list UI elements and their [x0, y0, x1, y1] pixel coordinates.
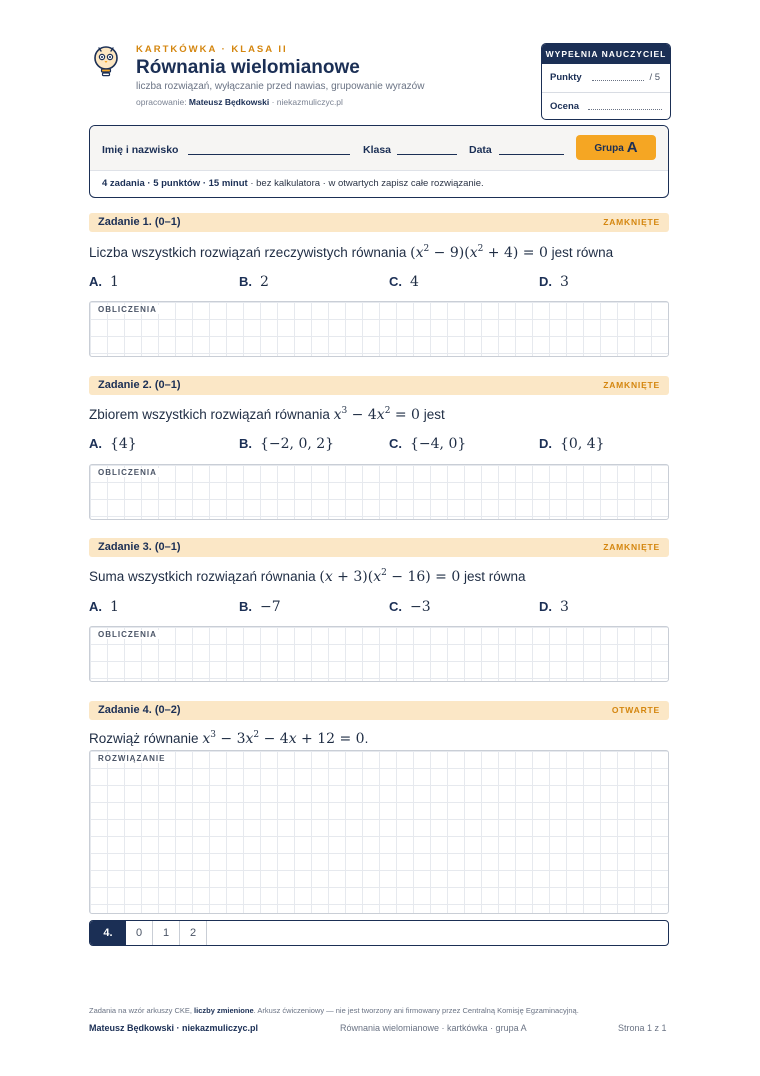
date-field[interactable] [499, 154, 564, 155]
option-value: {0, 4} [560, 436, 605, 452]
author-site: · niekazmuliczyc.pl [269, 97, 343, 107]
class-field[interactable] [397, 154, 457, 155]
teacher-box [541, 43, 671, 120]
option-value: {−4, 0} [410, 436, 467, 452]
task-2-header [89, 376, 669, 395]
option-letter: C. [389, 274, 402, 289]
task-2-option-b[interactable] [239, 436, 334, 452]
task-3-answers [89, 599, 689, 619]
score-option-2[interactable]: 2 [180, 921, 207, 945]
task-3-work-area[interactable] [89, 626, 669, 682]
option-letter: B. [239, 436, 252, 451]
test-info-summary: 4 zadania · 5 punktów · 15 minut [102, 178, 248, 189]
score-option-1[interactable]: 1 [153, 921, 180, 945]
footer-document-title: Równania wielomianowe · kartkówka · grupa A [340, 1023, 527, 1033]
task-3-title: Zadanie 3. (0–1) [98, 541, 181, 553]
option-letter: C. [389, 436, 402, 451]
student-info-box [89, 125, 669, 198]
points-field[interactable] [592, 80, 644, 81]
task-1-question [89, 244, 613, 261]
task-4-score-strip [89, 920, 669, 946]
option-letter: D. [539, 436, 552, 451]
name-label: Imię i nazwisko [102, 144, 179, 156]
author-line [136, 97, 343, 107]
task-1-answers [89, 274, 689, 294]
option-letter: B. [239, 274, 252, 289]
option-letter: B. [239, 599, 252, 614]
option-value: 2 [260, 274, 269, 290]
task-1-option-d[interactable] [539, 274, 569, 290]
work-area-label: ROZWIĄZANIE [98, 754, 166, 763]
disclaimer-bold: liczby zmienione [194, 1006, 254, 1015]
grade-field[interactable] [588, 109, 662, 110]
score-option-0[interactable]: 0 [126, 921, 153, 945]
task-4-text-end: . [364, 731, 369, 746]
student-fields [90, 126, 668, 171]
class-label: Klasa [363, 144, 392, 156]
task-2-option-d[interactable] [539, 436, 605, 452]
disclaimer-text-end: . Arkusz ćwiczeniowy — nie jest tworzony ani firmowany przez Centralną Komisję Egzaminacyjną. [253, 1006, 579, 1015]
task-3-option-b[interactable] [239, 599, 281, 615]
task-3-equation: $(x + 3)(x^2 - 16) = 0$ [319, 568, 461, 585]
date-label: Data [469, 144, 492, 156]
option-letter: A. [89, 599, 102, 614]
option-value: −7 [260, 599, 281, 615]
worksheet-kicker: KARTKÓWKA · KLASA II [136, 44, 288, 55]
task-4-title: Zadanie 4. (0–2) [98, 704, 181, 716]
option-letter: A. [89, 436, 102, 451]
task-2-answers [89, 436, 689, 456]
task-3-question [89, 568, 526, 585]
task-1-option-c[interactable] [389, 274, 419, 290]
option-value: {4} [110, 436, 137, 452]
task-1-text-end: jest równa [547, 245, 614, 260]
footer-page-number: Strona 1 z 1 [618, 1023, 667, 1033]
task-1-text: Liczba wszystkich rozwiązań rzeczywistych równania [89, 245, 411, 260]
name-field[interactable] [188, 154, 350, 155]
task-4-solution-area[interactable] [89, 750, 669, 914]
points-row [542, 64, 670, 92]
option-letter: D. [539, 274, 552, 289]
task-2-type: ZAMKNIĘTE [603, 380, 660, 390]
task-2-option-c[interactable] [389, 436, 466, 452]
disclaimer-text: Zadania na wzór arkuszy CKE, [89, 1006, 195, 1015]
teacher-box-title: WYPEŁNIA NAUCZYCIEL [542, 44, 670, 64]
option-value: 3 [560, 274, 569, 290]
grade-row [542, 92, 670, 120]
task-2-equation: $x^3 - 4x^2 = 0$ [333, 406, 420, 423]
option-value: 1 [110, 274, 119, 290]
task-1-option-b[interactable] [239, 274, 269, 290]
task-3-text: Suma wszystkich rozwiązań równania [89, 569, 320, 584]
task-2-question [89, 406, 445, 423]
task-1-type: ZAMKNIĘTE [603, 217, 660, 227]
group-badge [576, 135, 656, 160]
option-value: {−2, 0, 2} [260, 436, 335, 452]
score-task-number: 4. [90, 921, 126, 945]
task-1-header [89, 213, 669, 232]
test-info [90, 171, 668, 197]
task-1-equation: $(x^2 - 9)(x^2 + 4) = 0$ [410, 244, 548, 261]
group-letter: A [626, 139, 638, 156]
option-letter: A. [89, 274, 102, 289]
page-subtitle: liczba rozwiązań, wyłączanie przed nawias, grupowanie wyrazów [136, 81, 425, 92]
work-area-label: OBLICZENIA [98, 630, 157, 639]
points-label: Punkty [550, 72, 582, 83]
task-2-option-a[interactable] [89, 436, 137, 452]
group-label: Grupa [594, 143, 624, 154]
task-2-title: Zadanie 2. (0–1) [98, 379, 181, 391]
task-2-text: Zbiorem wszystkich rozwiązań równania [89, 407, 334, 422]
task-3-type: ZAMKNIĘTE [603, 542, 660, 552]
task-3-header [89, 538, 669, 557]
task-1-option-a[interactable] [89, 274, 119, 290]
task-3-option-c[interactable] [389, 599, 431, 615]
option-value: 4 [410, 274, 419, 290]
work-area-label: OBLICZENIA [98, 305, 157, 314]
task-4-header [89, 701, 669, 720]
footer-author: Mateusz Będkowski · niekazmuliczyc.pl [89, 1023, 259, 1033]
lightbulb-owl-icon [90, 44, 122, 80]
author-prefix: opracowanie: [136, 97, 189, 107]
task-4-equation: $x^3 - 3x^2 - 4x + 12 = 0$ [202, 730, 365, 747]
task-4-question [89, 730, 368, 747]
task-1-work-area[interactable] [89, 301, 669, 357]
task-4-text: Rozwiąż równanie [89, 731, 203, 746]
option-value: 1 [110, 599, 119, 615]
option-value: −3 [410, 599, 431, 615]
task-3-option-a[interactable] [89, 599, 119, 615]
page-title: Równania wielomianowe [136, 57, 360, 78]
task-1-title: Zadanie 1. (0–1) [98, 216, 181, 228]
work-area-label: OBLICZENIA [98, 468, 157, 477]
test-info-rules: · bez kalkulatora · w otwartych zapisz całe rozwiązanie. [247, 178, 484, 189]
task-4-type: OTWARTE [611, 705, 660, 715]
task-3-text-end: jest równa [460, 569, 526, 584]
option-value: 3 [560, 599, 569, 615]
points-max: / 5 [649, 72, 660, 83]
author-name: Mateusz Będkowski [188, 97, 270, 107]
task-3-option-d[interactable] [539, 599, 569, 615]
option-letter: C. [389, 599, 402, 614]
grade-label: Ocena [550, 101, 580, 112]
task-2-text-end: jest [419, 407, 445, 422]
task-2-work-area[interactable] [89, 464, 669, 520]
footer-disclaimer [89, 1006, 579, 1015]
option-letter: D. [539, 599, 552, 614]
